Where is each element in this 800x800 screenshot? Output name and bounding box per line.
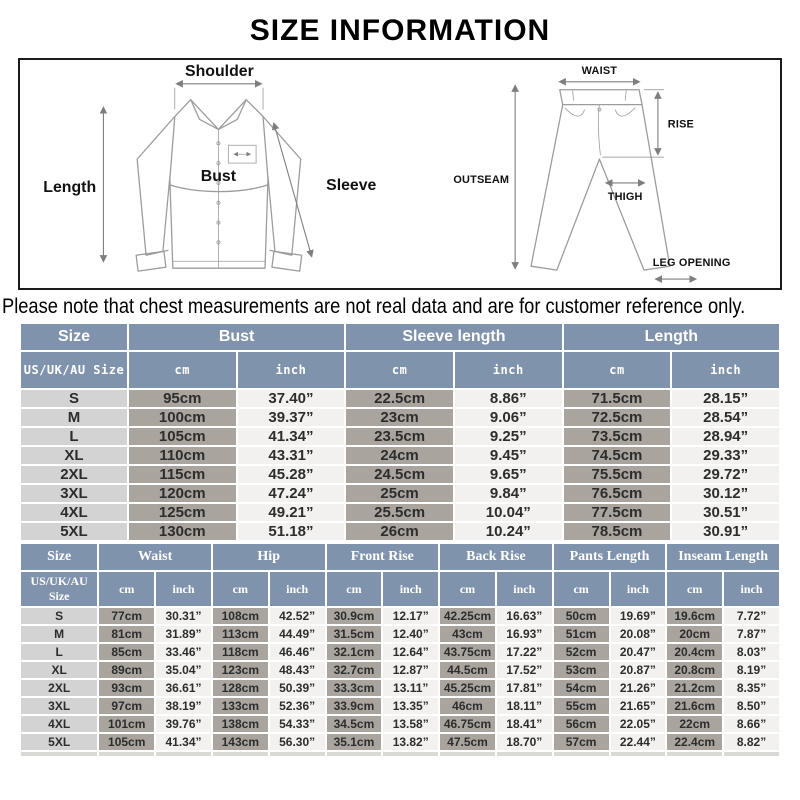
inch-value-cell: 13.82” xyxy=(383,734,438,750)
table-row xyxy=(21,716,779,732)
cm-value-cell: 108cm xyxy=(213,608,268,624)
inch-value-cell: 19.69” xyxy=(611,608,666,624)
cutoff-cell xyxy=(440,752,495,756)
inch-value-cell: 28.15” xyxy=(672,390,779,407)
cm-value-cell: 110cm xyxy=(129,447,236,464)
thigh-label: THIGH xyxy=(607,190,643,203)
size-standard-header-cell: US/UK/AU Size xyxy=(21,572,97,606)
table-row xyxy=(21,485,779,502)
unit-header-cell: inch xyxy=(238,352,345,388)
cm-value-cell: 52cm xyxy=(554,644,609,660)
cm-value-cell: 85cm xyxy=(99,644,154,660)
inch-value-cell: 44.49” xyxy=(270,626,325,642)
inch-value-cell: 31.89” xyxy=(156,626,211,642)
group-header-cell: Back Rise xyxy=(440,544,552,570)
cm-value-cell: 101cm xyxy=(99,716,154,732)
cutoff-cell xyxy=(270,752,325,756)
inch-value-cell: 8.50” xyxy=(724,698,779,714)
size-cell: 4XL xyxy=(21,716,97,732)
cutoff-row xyxy=(21,752,779,756)
cm-value-cell: 22cm xyxy=(667,716,722,732)
cm-value-cell: 77cm xyxy=(99,608,154,624)
inch-value-cell: 50.39” xyxy=(270,680,325,696)
inch-value-cell: 22.44” xyxy=(611,734,666,750)
inch-value-cell: 9.65” xyxy=(455,466,562,483)
inch-value-cell: 20.47” xyxy=(611,644,666,660)
reference-note xyxy=(0,290,800,322)
size-cell: 3XL xyxy=(21,485,127,502)
cm-value-cell: 47.5cm xyxy=(440,734,495,750)
group-header-cell: Waist xyxy=(99,544,211,570)
table-row xyxy=(21,698,779,714)
group-header-row xyxy=(21,324,779,350)
cutoff-cell xyxy=(99,752,154,756)
cm-value-cell: 25cm xyxy=(346,485,453,502)
unit-header-cell: inch xyxy=(611,572,666,606)
inch-value-cell: 45.28” xyxy=(238,466,345,483)
cutoff-cell xyxy=(611,752,666,756)
cm-value-cell: 44.5cm xyxy=(440,662,495,678)
inch-value-cell: 38.19” xyxy=(156,698,211,714)
size-cell: M xyxy=(21,409,127,426)
unit-header-cell: cm xyxy=(440,572,495,606)
cm-value-cell: 22.4cm xyxy=(667,734,722,750)
inch-value-cell: 30.31” xyxy=(156,608,211,624)
table-row xyxy=(21,428,779,445)
inch-value-cell: 9.25” xyxy=(455,428,562,445)
cm-value-cell: 32.7cm xyxy=(327,662,382,678)
cutoff-cell xyxy=(327,752,382,756)
cm-value-cell: 30.9cm xyxy=(327,608,382,624)
shirt-diagram xyxy=(20,60,400,288)
unit-header-cell: inch xyxy=(724,572,779,606)
size-cell: 5XL xyxy=(21,734,97,750)
inch-value-cell: 48.43” xyxy=(270,662,325,678)
inch-value-cell: 17.22” xyxy=(497,644,552,660)
inch-value-cell: 7.72” xyxy=(724,608,779,624)
unit-header-cell: inch xyxy=(156,572,211,606)
inch-value-cell: 30.91” xyxy=(672,523,779,540)
cm-value-cell: 123cm xyxy=(213,662,268,678)
cm-value-cell: 45.25cm xyxy=(440,680,495,696)
cm-value-cell: 24cm xyxy=(346,447,453,464)
cm-value-cell: 143cm xyxy=(213,734,268,750)
unit-header-cell: inch xyxy=(455,352,562,388)
cm-value-cell: 51cm xyxy=(554,626,609,642)
size-standard-header-cell: US/UK/AU Size xyxy=(21,352,127,388)
cm-value-cell: 133cm xyxy=(213,698,268,714)
size-cell: 2XL xyxy=(21,466,127,483)
pants-diagram xyxy=(400,60,780,288)
inch-value-cell: 8.35” xyxy=(724,680,779,696)
size-cell: M xyxy=(21,626,97,642)
cm-value-cell: 105cm xyxy=(99,734,154,750)
inch-value-cell: 43.31” xyxy=(238,447,345,464)
table-row xyxy=(21,662,779,678)
cm-value-cell: 43.75cm xyxy=(440,644,495,660)
cm-value-cell: 95cm xyxy=(129,390,236,407)
reference-note-text: Please note that chest measurements are not real data and are for customer reference only. xyxy=(2,294,746,318)
inch-value-cell: 29.72” xyxy=(672,466,779,483)
inch-value-cell: 21.26” xyxy=(611,680,666,696)
size-cell: L xyxy=(21,644,97,660)
page-title: SIZE INFORMATION xyxy=(249,14,551,47)
inch-value-cell: 37.40” xyxy=(238,390,345,407)
inch-value-cell: 12.17” xyxy=(383,608,438,624)
bust-label: Bust xyxy=(200,167,237,185)
size-cell: 3XL xyxy=(21,698,97,714)
cm-value-cell: 57cm xyxy=(554,734,609,750)
cm-value-cell: 50cm xyxy=(554,608,609,624)
cutoff-cell xyxy=(156,752,211,756)
cm-value-cell: 55cm xyxy=(554,698,609,714)
cm-value-cell: 20cm xyxy=(667,626,722,642)
cm-value-cell: 118cm xyxy=(213,644,268,660)
inch-value-cell: 8.03” xyxy=(724,644,779,660)
table-row xyxy=(21,626,779,642)
unit-header-cell: inch xyxy=(270,572,325,606)
unit-header-cell: cm xyxy=(554,572,609,606)
size-cell: 4XL xyxy=(21,504,127,521)
cm-value-cell: 74.5cm xyxy=(564,447,671,464)
inch-value-cell: 18.41” xyxy=(497,716,552,732)
inch-value-cell: 49.21” xyxy=(238,504,345,521)
size-cell: XL xyxy=(21,447,127,464)
table-row xyxy=(21,409,779,426)
shirt-outline xyxy=(136,100,302,271)
unit-header-cell: inch xyxy=(672,352,779,388)
table-row xyxy=(21,523,779,540)
cm-value-cell: 43cm xyxy=(440,626,495,642)
cm-value-cell: 73.5cm xyxy=(564,428,671,445)
cm-value-cell: 34.5cm xyxy=(327,716,382,732)
cm-value-cell: 78.5cm xyxy=(564,523,671,540)
group-header-row xyxy=(21,544,779,570)
group-header-cell: Size xyxy=(21,324,127,350)
table-row xyxy=(21,608,779,624)
inch-value-cell: 51.18” xyxy=(238,523,345,540)
cm-value-cell: 125cm xyxy=(129,504,236,521)
inch-value-cell: 16.93” xyxy=(497,626,552,642)
cm-value-cell: 53cm xyxy=(554,662,609,678)
cm-value-cell: 23cm xyxy=(346,409,453,426)
leg-opening-label: LEG OPENING xyxy=(652,257,731,270)
inch-value-cell: 18.70” xyxy=(497,734,552,750)
cm-value-cell: 35.1cm xyxy=(327,734,382,750)
inch-value-cell: 42.52” xyxy=(270,608,325,624)
unit-header-cell: inch xyxy=(383,572,438,606)
inch-value-cell: 13.58” xyxy=(383,716,438,732)
cm-value-cell: 105cm xyxy=(129,428,236,445)
table-row xyxy=(21,466,779,483)
cm-value-cell: 77.5cm xyxy=(564,504,671,521)
cm-value-cell: 22.5cm xyxy=(346,390,453,407)
cm-value-cell: 21.2cm xyxy=(667,680,722,696)
cm-value-cell: 23.5cm xyxy=(346,428,453,445)
inch-value-cell: 8.66” xyxy=(724,716,779,732)
inch-value-cell: 28.54” xyxy=(672,409,779,426)
cm-value-cell: 46cm xyxy=(440,698,495,714)
inch-value-cell: 52.36” xyxy=(270,698,325,714)
cm-value-cell: 54cm xyxy=(554,680,609,696)
cm-value-cell: 115cm xyxy=(129,466,236,483)
inch-value-cell: 12.40” xyxy=(383,626,438,642)
group-header-cell: Size xyxy=(21,544,97,570)
inch-value-cell: 17.81” xyxy=(497,680,552,696)
cm-value-cell: 128cm xyxy=(213,680,268,696)
measurement-diagrams xyxy=(18,58,782,290)
inch-value-cell: 20.08” xyxy=(611,626,666,642)
unit-header-row xyxy=(21,352,779,388)
cm-value-cell: 120cm xyxy=(129,485,236,502)
cm-value-cell: 32.1cm xyxy=(327,644,382,660)
cutoff-cell xyxy=(724,752,779,756)
inch-value-cell: 10.24” xyxy=(455,523,562,540)
inch-value-cell: 13.11” xyxy=(383,680,438,696)
inch-value-cell: 18.11” xyxy=(497,698,552,714)
inch-value-cell: 12.87” xyxy=(383,662,438,678)
waist-label: WAIST xyxy=(581,64,618,77)
cutoff-cell xyxy=(21,752,97,756)
inch-value-cell: 21.65” xyxy=(611,698,666,714)
outseam-label: OUTSEAM xyxy=(453,173,510,186)
group-header-cell: Sleeve length xyxy=(346,324,561,350)
cm-value-cell: 56cm xyxy=(554,716,609,732)
rise-label: RISE xyxy=(667,118,695,131)
cutoff-cell xyxy=(554,752,609,756)
size-cell: 5XL xyxy=(21,523,127,540)
cm-value-cell: 113cm xyxy=(213,626,268,642)
cutoff-cell xyxy=(383,752,438,756)
length-label: Length xyxy=(43,178,97,196)
cm-value-cell: 130cm xyxy=(129,523,236,540)
inch-value-cell: 41.34” xyxy=(156,734,211,750)
inch-value-cell: 17.52” xyxy=(497,662,552,678)
cm-value-cell: 71.5cm xyxy=(564,390,671,407)
unit-header-cell: cm xyxy=(564,352,671,388)
cutoff-cell xyxy=(497,752,552,756)
inch-value-cell: 41.34” xyxy=(238,428,345,445)
shirt-size-table xyxy=(19,322,781,542)
table-row xyxy=(21,734,779,750)
unit-header-cell: cm xyxy=(213,572,268,606)
cm-value-cell: 25.5cm xyxy=(346,504,453,521)
unit-header-cell: cm xyxy=(346,352,453,388)
group-header-cell: Bust xyxy=(129,324,344,350)
cm-value-cell: 46.75cm xyxy=(440,716,495,732)
cm-value-cell: 93cm xyxy=(99,680,154,696)
table-row xyxy=(21,447,779,464)
inch-value-cell: 28.94” xyxy=(672,428,779,445)
unit-header-cell: cm xyxy=(667,572,722,606)
inch-value-cell: 8.86” xyxy=(455,390,562,407)
cm-value-cell: 33.9cm xyxy=(327,698,382,714)
inch-value-cell: 8.19” xyxy=(724,662,779,678)
size-cell: S xyxy=(21,608,97,624)
pants-size-table xyxy=(19,542,781,758)
shoulder-label: Shoulder xyxy=(185,62,254,80)
unit-header-cell: cm xyxy=(327,572,382,606)
group-header-cell: Inseam Length xyxy=(667,544,779,570)
cm-value-cell: 31.5cm xyxy=(327,626,382,642)
cm-value-cell: 100cm xyxy=(129,409,236,426)
inch-value-cell: 16.63” xyxy=(497,608,552,624)
table-row xyxy=(21,390,779,407)
inch-value-cell: 30.51” xyxy=(672,504,779,521)
inch-value-cell: 56.30” xyxy=(270,734,325,750)
pants-outline xyxy=(531,90,670,270)
size-cell: 2XL xyxy=(21,680,97,696)
inch-value-cell: 30.12” xyxy=(672,485,779,502)
cutoff-cell xyxy=(667,752,722,756)
inch-value-cell: 9.45” xyxy=(455,447,562,464)
inch-value-cell: 13.35” xyxy=(383,698,438,714)
inch-value-cell: 33.46” xyxy=(156,644,211,660)
inch-value-cell: 29.33” xyxy=(672,447,779,464)
table-row xyxy=(21,644,779,660)
group-header-cell: Hip xyxy=(213,544,325,570)
inch-value-cell: 12.64” xyxy=(383,644,438,660)
group-header-cell: Pants Length xyxy=(554,544,666,570)
inch-value-cell: 7.87” xyxy=(724,626,779,642)
inch-value-cell: 39.76” xyxy=(156,716,211,732)
unit-header-cell: cm xyxy=(99,572,154,606)
cm-value-cell: 42.25cm xyxy=(440,608,495,624)
size-cell: XL xyxy=(21,662,97,678)
cm-value-cell: 26cm xyxy=(346,523,453,540)
sleeve-label: Sleeve xyxy=(326,176,377,194)
cm-value-cell: 72.5cm xyxy=(564,409,671,426)
pants-dimension-arrows xyxy=(515,82,695,279)
cm-value-cell: 75.5cm xyxy=(564,466,671,483)
unit-header-cell: inch xyxy=(497,572,552,606)
inch-value-cell: 22.05” xyxy=(611,716,666,732)
cm-value-cell: 21.6cm xyxy=(667,698,722,714)
cm-value-cell: 20.8cm xyxy=(667,662,722,678)
group-header-cell: Length xyxy=(564,324,779,350)
cm-value-cell: 19.6cm xyxy=(667,608,722,624)
cm-value-cell: 97cm xyxy=(99,698,154,714)
size-cell: L xyxy=(21,428,127,445)
inch-value-cell: 9.84” xyxy=(455,485,562,502)
cutoff-cell xyxy=(213,752,268,756)
inch-value-cell: 39.37” xyxy=(238,409,345,426)
unit-header-row xyxy=(21,572,779,606)
cm-value-cell: 89cm xyxy=(99,662,154,678)
inch-value-cell: 35.04” xyxy=(156,662,211,678)
cm-value-cell: 81cm xyxy=(99,626,154,642)
unit-header-cell: cm xyxy=(129,352,236,388)
inch-value-cell: 36.61” xyxy=(156,680,211,696)
inch-value-cell: 8.82” xyxy=(724,734,779,750)
cm-value-cell: 24.5cm xyxy=(346,466,453,483)
size-cell: S xyxy=(21,390,127,407)
cm-value-cell: 20.4cm xyxy=(667,644,722,660)
inch-value-cell: 47.24” xyxy=(238,485,345,502)
inch-value-cell: 10.04” xyxy=(455,504,562,521)
table-row xyxy=(21,680,779,696)
inch-value-cell: 9.06” xyxy=(455,409,562,426)
cm-value-cell: 138cm xyxy=(213,716,268,732)
inch-value-cell: 46.46” xyxy=(270,644,325,660)
group-header-cell: Front Rise xyxy=(327,544,439,570)
inch-value-cell: 20.87” xyxy=(611,662,666,678)
inch-value-cell: 54.33” xyxy=(270,716,325,732)
cm-value-cell: 33.3cm xyxy=(327,680,382,696)
table-row xyxy=(21,504,779,521)
cm-value-cell: 76.5cm xyxy=(564,485,671,502)
